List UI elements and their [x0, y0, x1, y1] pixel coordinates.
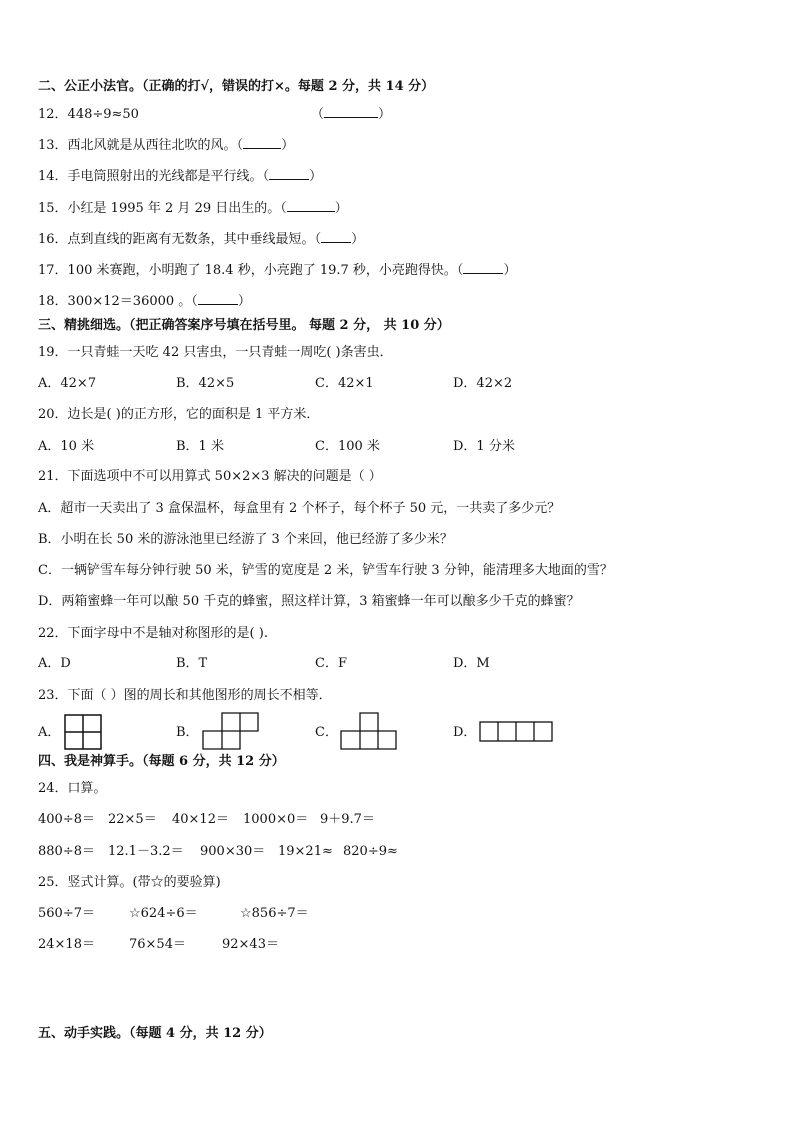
question-text: 手电筒照射出的光线都是平行线。: [67, 169, 263, 184]
question-20-stem: 20．边长是( )的正方形，它的面积是 1 平方米．: [38, 407, 320, 422]
option-d[interactable]: D．1 分米: [453, 439, 515, 454]
question-21-stem: 21．下面选项中不可以用算式 50×2×3 解决的问题是（ ）: [38, 469, 382, 484]
calc-item[interactable]: 560÷7＝: [38, 906, 95, 921]
question-text: 西北风就是从西往北吹的风。: [67, 138, 237, 153]
question-16: 16．点到直线的距离有无数条，其中垂线最短。（ ）: [38, 232, 365, 247]
option-d[interactable]: D．M: [453, 656, 490, 671]
calc-item[interactable]: 19×21≈: [278, 844, 333, 859]
question-25-stem: 25．竖式计算。(带☆的要验算): [38, 875, 221, 890]
calc-item[interactable]: 40×12＝: [172, 812, 229, 827]
option-a[interactable]: A．42×7: [38, 376, 97, 391]
question-number: 18．: [38, 294, 68, 309]
figure-b-step-shape: [202, 712, 260, 750]
figure-a-2x2-grid: [64, 714, 102, 750]
question-text: 300×12＝36000 。: [67, 294, 192, 309]
option-a[interactable]: A．10 米: [38, 439, 95, 454]
calc-item[interactable]: 400÷8＝: [38, 812, 95, 827]
option-b[interactable]: B．1 米: [176, 439, 224, 454]
answer-blank[interactable]: [243, 136, 281, 149]
section5-heading: 五、动手实践。（每题 4 分，共 12 分）: [38, 1026, 272, 1041]
answer-blank[interactable]: [321, 230, 351, 243]
question-22-stem: 22．下面字母中不是轴对称图形的是( ).: [38, 626, 268, 641]
calc-item[interactable]: 12.1－3.2＝: [108, 844, 184, 859]
option-b[interactable]: B．T: [176, 656, 208, 671]
question-19-stem: 19．一只青蛙一天吃 42 只害虫，一只青蛙一周吃( )条害虫．: [38, 345, 393, 360]
option-c[interactable]: C．F: [315, 656, 347, 671]
option-b[interactable]: B．42×5: [176, 376, 235, 391]
question-text: 点到直线的距离有无数条，其中垂线最短。: [67, 232, 315, 247]
option-c[interactable]: C．100 米: [315, 439, 380, 454]
question-number: 15．: [38, 201, 68, 216]
section2-heading: 二、公正小法官。（正确的打√，错误的打×。每题 2 分，共 14 分）: [38, 79, 435, 94]
option-c[interactable]: C．42×1: [315, 376, 374, 391]
calc-item[interactable]: ☆856÷7＝: [240, 906, 309, 921]
question-13: 13．西北风就是从西往北吹的风。（ ）: [38, 138, 295, 153]
option-c[interactable]: C．: [315, 725, 338, 740]
answer-blank[interactable]: [463, 261, 503, 274]
question-14: 14．手电筒照射出的光线都是平行线。（ ）: [38, 169, 323, 184]
calc-item[interactable]: 1000×0＝: [243, 812, 309, 827]
question-text: 小红是 1995 年 2 月 29 日出生的。: [67, 201, 281, 216]
option-b[interactable]: B．: [176, 725, 199, 740]
option-a[interactable]: A．D: [38, 656, 71, 671]
section4-heading: 四、我是神算手。（每题 6 分，共 12 分）: [38, 754, 285, 769]
option-a[interactable]: A．: [38, 725, 61, 740]
question-18: 18．300×12＝36000 。（ ）: [38, 294, 251, 309]
answer-blank[interactable]: [324, 105, 378, 118]
question-number: 16．: [38, 232, 68, 247]
question-text: 448÷9≈50: [67, 107, 139, 122]
calc-item[interactable]: 9＋9.7＝: [320, 812, 375, 827]
answer-blank[interactable]: [269, 167, 309, 180]
option-b[interactable]: B．小明在长 50 米的游泳池里已经游了 3 个来回，他已经游了多少米？: [38, 532, 453, 547]
question-15: 15．小红是 1995 年 2 月 29 日出生的。（ ）: [38, 201, 348, 216]
calc-item[interactable]: 92×43＝: [222, 937, 279, 952]
section3-heading: 三、精挑细选。（把正确答案序号填在括号里。 每题 2 分， 共 10 分）: [38, 318, 450, 333]
answer-blank[interactable]: [287, 199, 335, 212]
question-17: 17．100 米赛跑，小明跑了 18.4 秒，小亮跑了 19.7 秒，小亮跑得快。（ ）: [38, 263, 517, 278]
calc-item[interactable]: 76×54＝: [129, 937, 186, 952]
question-text: 100 米赛跑，小明跑了 18.4 秒，小亮跑了 19.7 秒，小亮跑得快。: [67, 263, 457, 278]
figure-c-t-shape: [340, 712, 398, 750]
calc-item[interactable]: ☆624÷6＝: [129, 906, 198, 921]
option-a[interactable]: A．超市一天卖出了 3 盒保温杯，每盒里有 2 个杯子，每个杯子 50 元，一共卖了多少元？: [38, 501, 561, 516]
figure-d-row-of-four: [479, 721, 553, 743]
question-number: 17．: [38, 263, 68, 278]
calc-item[interactable]: 880÷8＝: [38, 844, 95, 859]
question-number: 14．: [38, 169, 68, 184]
calc-item[interactable]: 900×30＝: [200, 844, 266, 859]
question-24-stem: 24．口算。: [38, 781, 107, 796]
question-23-stem: 23．下面（ ）图的周长和其他图形的周长不相等．: [38, 688, 332, 703]
option-d[interactable]: D．: [453, 725, 477, 740]
question-12: 12．448÷9≈50 （ ）: [38, 107, 391, 122]
question-number: 13．: [38, 138, 68, 153]
option-c[interactable]: C．一辆铲雪车每分钟行驶 50 米，铲雪的宽度是 2 米，铲雪车行驶 3 分钟，能清理多大地面的雪？: [38, 563, 613, 578]
calc-item[interactable]: 22×5＝: [108, 812, 157, 827]
calc-item[interactable]: 820÷9≈: [343, 844, 398, 859]
calc-item[interactable]: 24×18＝: [38, 937, 95, 952]
option-d[interactable]: D．42×2: [453, 376, 513, 391]
answer-blank[interactable]: [198, 292, 238, 305]
question-number: 12．: [38, 107, 68, 122]
option-d[interactable]: D．两箱蜜蜂一年可以酿 50 千克的蜂蜜，照这样计算，3 箱蜜蜂一年可以酿多少千克的蜂蜜？: [38, 594, 580, 609]
